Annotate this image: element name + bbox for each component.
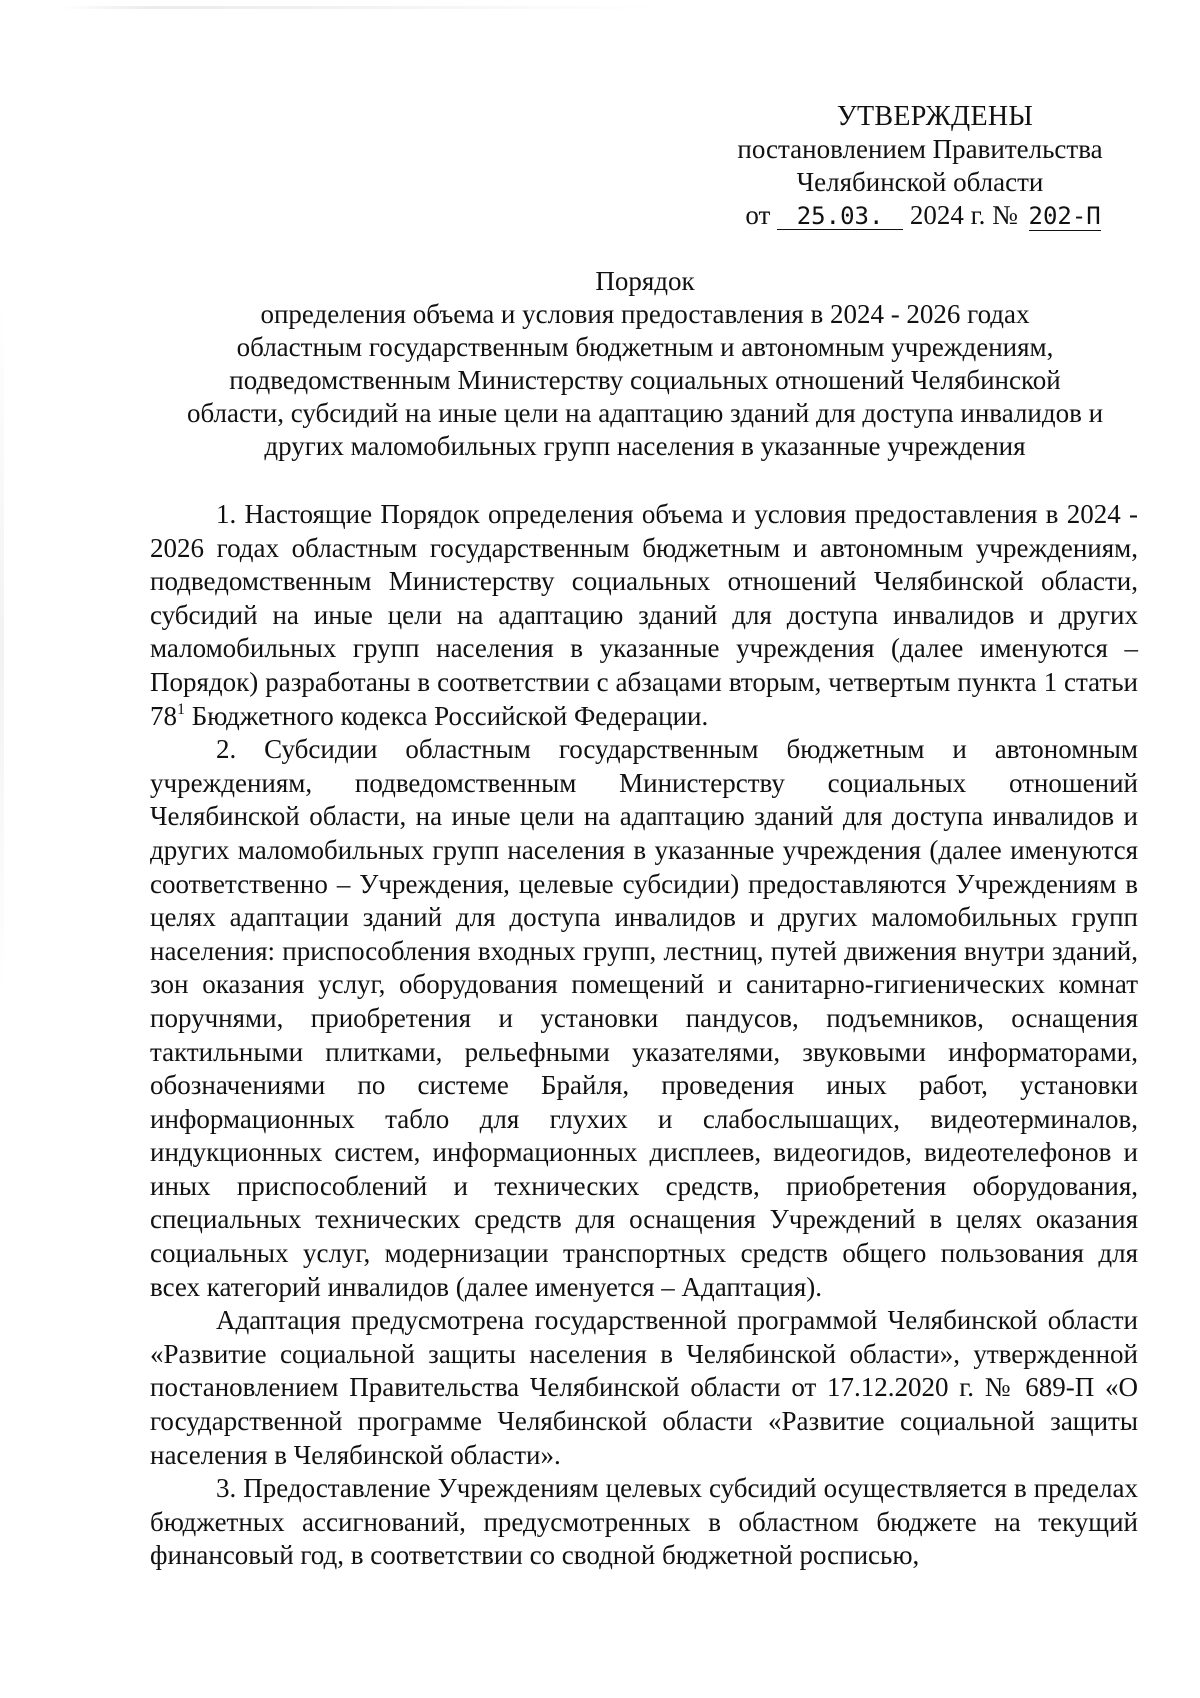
paragraph-2: 2. Субсидии областным государственным бюджетным и автономным учреждениям, подведомственным Министерству социальных отношений Челябинской области, на иные цели на адаптацию зданий для доступа инвалидов и других маломобильных групп населения в указанные учреждения (далее именуются соответственно – Учреждения, целевые субсидии) предоставляются Учреждениям в целях адаптации зданий для доступа инвалидов и других маломобильных групп населения: приспособления входных групп, лестниц, путей движения внутри зданий, зон оказания услуг, оборудования помещений и санитарно-гигиенических комнат поручнями, приобретения и установки пандусов, подъемников, оснащения тактильными плитками, рельефными указателями, звуковыми информаторами, обозначениями по системе Брайля, проведения иных работ, установки информационных табло для глухих и слабослышащих, видеотерминалов, индукционных систем, информационных дисплеев, видеогидов, видеотелефонов и иных приспособлений и технических средств, приобретения оборудования, специальных технических средств для оснащения Учреждений в целях оказания социальных услуг, модернизации транспортных средств общего пользования для всех категорий инвалидов (далее именуется – Адаптация). xyxy=(150,734,1138,1302)
paragraph-1 xyxy=(150,498,1138,733)
approval-date-line xyxy=(700,199,1150,232)
approval-stamp-block xyxy=(690,100,1150,232)
title-line: определения объема и условия предоставления в 2024 - 2026 годах xyxy=(260,299,1030,329)
scan-artifact-top xyxy=(60,6,660,9)
title-line: области, субсидий на иные цели на адаптацию зданий для доступа инвалидов и xyxy=(186,398,1104,428)
year-number-label: 2024 г. № xyxy=(909,200,1018,230)
paragraph-3: Адаптация предусмотрена государственной программой Челябинской области «Развитие социальной защиты населения в Челябинской области», утвержденной постановлением Правительства Челябинской области от 17.12.2020 г. № 689-П «О государственной программе Челябинской области «Развитие социальной защиты населения в Челябинской области». xyxy=(150,1305,1138,1470)
document-body xyxy=(150,498,1138,1573)
article-superscript: 1 xyxy=(177,700,185,718)
title-line: других маломобильных групп населения в указанные учреждения xyxy=(264,431,1026,461)
paragraph-1-text: 1. Настоящие Порядок определения объема и условия предоставления в 2024 - 2026 годах областным государственным бюджетным и автономным учреждениям, подведомственным Министерству социальных отношений Челябинской области, субсидий на иные цели на адаптацию зданий для доступа инвалидов и других маломобильных групп населения в указанные учреждения (далее именуются – Порядок) разработаны в соответствии с абзацами вторым, четвертым пункта 1 статьи 78 xyxy=(150,499,1138,731)
approval-line-1: постановлением Правительства xyxy=(737,134,1103,164)
title-line: областным государственным бюджетным и автономным учреждениям, xyxy=(236,332,1054,362)
scan-artifact-left xyxy=(0,300,4,1000)
approval-line-2: Челябинской области xyxy=(796,167,1044,197)
paragraph-1-tail: Бюджетного кодекса Российской Федерации. xyxy=(185,700,709,731)
document-heading: Порядок xyxy=(595,266,695,296)
date-prefix: от xyxy=(745,200,771,230)
handwritten-number: 202-П xyxy=(1028,202,1101,230)
paragraph-4: 3. Предоставление Учреждениям целевых субсидий осуществляется в пределах бюджетных ассигнований, предусмотренных в областном бюджете на текущий финансовый год, в соответствии со сводной бюджетной росписью, xyxy=(150,1473,1138,1571)
document-title-block xyxy=(150,265,1140,463)
approval-title: УТВЕРЖДЕНЫ xyxy=(836,101,1034,132)
handwritten-date: 25.03. xyxy=(777,203,903,230)
title-line: подведомственным Министерству социальных отношений Челябинской xyxy=(229,365,1061,395)
